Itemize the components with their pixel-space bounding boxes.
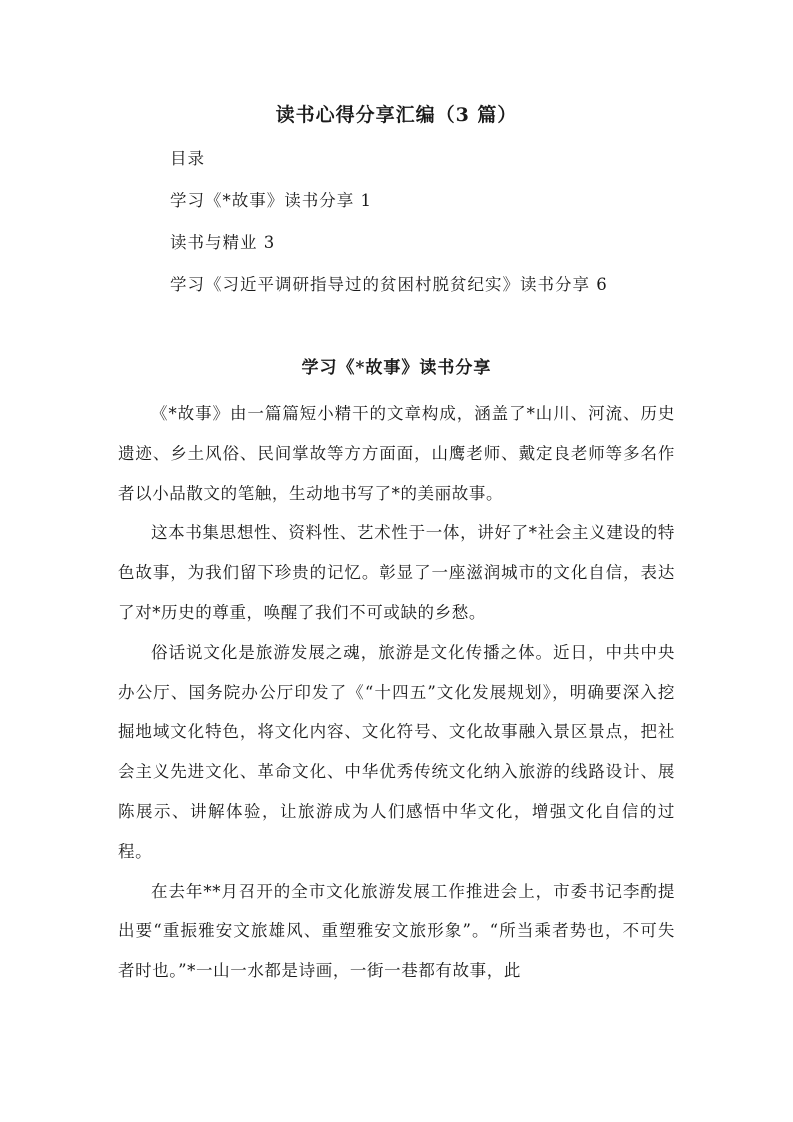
- document-title: 读书心得分享汇编（3 篇）: [275, 104, 518, 126]
- body-paragraph: 俗话说文化是旅游发展之魂，旅游是文化传播之体。近日，中共中央办公厅、国务院办公厅印发了《“十四五”文化发展规划》，明确要深入挖掘地域文化特色，将文化内容、文化符号、文化故事融入景区景点，把社会主义先进文化、革命文化、中华优秀传统文化纳入旅游的线路设计、展陈展示、讲解体验，让旅游成为人们感悟中华文化，增强文化自信的过程。: [118, 642, 675, 861]
- table-of-contents: [170, 143, 730, 311]
- toc-item[interactable]: 读书与精业 3: [170, 233, 276, 252]
- toc-item[interactable]: 学习《习近平调研指导过的贫困村脱贫纪实》读书分享 6: [170, 275, 608, 294]
- toc-heading: 目录: [170, 149, 205, 168]
- section-body: [118, 394, 675, 991]
- body-paragraph: 在去年**月召开的全市文化旅游发展工作推进会上，市委书记李酌提出要“重振雅安文旅雄风、重塑雅安文旅形象”。“所当乘者势也，不可失者时也。”*一山一水都是诗画，一街一巷都有故事，此: [118, 881, 675, 981]
- body-paragraph: 《*故事》由一篇篇短小精干的文章构成，涵盖了*山川、河流、历史遗迹、乡土风俗、民间掌故等方方面面，山鹰老师、戴定良老师等多名作者以小品散文的笔触，生动地书写了*的美丽故事。: [118, 404, 675, 503]
- toc-item[interactable]: 学习《*故事》读书分享 1: [170, 191, 372, 210]
- body-paragraph: 这本书集思想性、资料性、艺术性于一体，讲好了*社会主义建设的特色故事，为我们留下珍贵的记忆。彰显了一座滋润城市的文化自信，表达了对*历史的尊重，唤醒了我们不可或缺的乡愁。: [118, 523, 675, 622]
- section-title: 学习《*故事》读书分享: [301, 358, 492, 378]
